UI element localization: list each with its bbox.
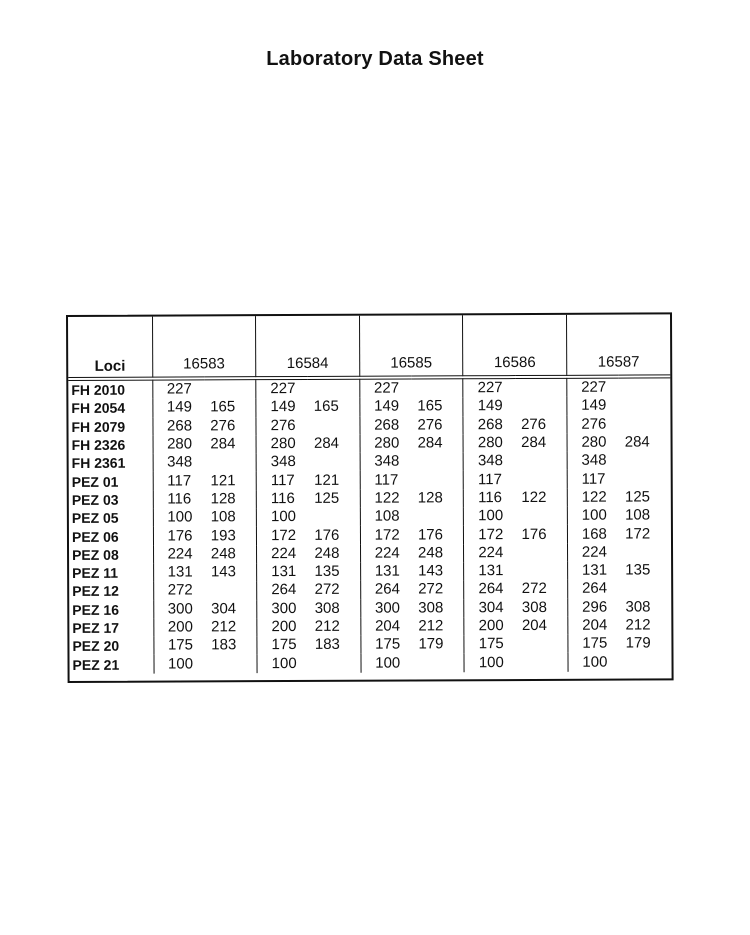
- allele-2-cell: 125: [624, 488, 651, 506]
- allele-2-cell: [619, 452, 671, 471]
- allele-2-cell: [204, 378, 256, 399]
- allele-2-cell: [618, 376, 670, 397]
- locus-label: PEZ 01: [71, 473, 119, 490]
- allele-1-cell: 200: [153, 618, 205, 637]
- allele-1-cell: 348: [360, 453, 412, 472]
- allele-2-cell: [620, 653, 672, 672]
- allele-1-cell: 176: [153, 527, 205, 546]
- allele-1-cell: 348: [153, 454, 205, 473]
- allele-1-cell: 304: [464, 599, 516, 618]
- allele-1-cell: 264: [568, 580, 620, 599]
- allele-1-cell: 117: [256, 471, 308, 490]
- allele-2-cell: 308: [625, 598, 651, 616]
- allele-1-cell: 175: [153, 637, 205, 656]
- allele-1-cell: 175: [464, 635, 516, 654]
- allele-2-cell: 212: [418, 617, 444, 635]
- allele-1-cell: 204: [568, 616, 620, 635]
- allele-1-cell: 131: [360, 562, 412, 581]
- allele-1-cell: 300: [257, 600, 309, 619]
- allele-1-cell: 175: [361, 636, 413, 655]
- allele-2-cell: 212: [625, 616, 651, 634]
- data-table-frame: [66, 312, 674, 683]
- allele-1-cell: 224: [153, 545, 205, 564]
- allele-1-cell: 224: [464, 544, 516, 563]
- allele-2-cell: [308, 453, 360, 472]
- allele-2-cell: [308, 416, 360, 435]
- allele-1-cell: 227: [567, 377, 619, 398]
- allele-2-cell: [516, 562, 568, 581]
- allele-2-cell: [619, 543, 671, 562]
- allele-1-cell: 100: [567, 507, 619, 526]
- allele-1-cell: 200: [257, 618, 309, 637]
- allele-1-cell: 149: [256, 398, 308, 417]
- allele-2-cell: [515, 470, 567, 489]
- allele-1-cell: 268: [463, 416, 515, 435]
- allele-2-cell: 176: [417, 525, 444, 543]
- allele-2-cell: [619, 397, 671, 416]
- allele-1-cell: 100: [257, 654, 309, 673]
- allele-1-cell: 280: [360, 434, 412, 453]
- allele-2-cell: 204: [521, 616, 548, 635]
- allele-1-cell: 131: [464, 562, 516, 581]
- sample-header-2: 16584: [256, 316, 360, 378]
- allele-2-cell: [205, 655, 257, 674]
- allele-2-cell: 183: [211, 636, 237, 654]
- allele-2-cell: [308, 378, 360, 399]
- allele-1-cell: 100: [256, 508, 308, 527]
- allele-2-cell: 128: [210, 490, 236, 508]
- allele-2-cell: 248: [314, 544, 340, 562]
- locus-label: PEZ 17: [72, 619, 120, 636]
- allele-2-cell: [412, 452, 464, 471]
- allele-1-cell: 264: [464, 580, 516, 599]
- allele-1-cell: 172: [464, 525, 516, 544]
- allele-2-cell: [619, 470, 671, 489]
- allele-1-cell: 100: [568, 653, 620, 672]
- allele-1-cell: 168: [567, 525, 619, 544]
- allele-2-cell: 272: [521, 580, 547, 598]
- allele-1-cell: 131: [257, 563, 309, 582]
- allele-1-cell: 227: [152, 378, 204, 399]
- allele-1-cell: 149: [360, 398, 412, 417]
- allele-2-cell: 143: [210, 563, 236, 581]
- genotype-table: [68, 314, 672, 673]
- allele-2-cell: [412, 507, 464, 526]
- allele-2-cell: 172: [625, 524, 651, 543]
- allele-1-cell: 200: [464, 617, 516, 636]
- allele-1-cell: 348: [463, 452, 515, 471]
- allele-1-cell: 264: [360, 581, 412, 600]
- allele-2-cell: [515, 377, 567, 398]
- allele-1-cell: 100: [153, 508, 205, 527]
- allele-1-cell: 131: [153, 563, 205, 582]
- allele-1-cell: 264: [257, 581, 309, 600]
- allele-1-cell: 175: [568, 635, 620, 654]
- allele-2-cell: [515, 507, 567, 526]
- sample-header-4: 16586: [463, 315, 567, 377]
- allele-2-cell: 108: [625, 506, 651, 524]
- allele-2-cell: 284: [417, 434, 443, 452]
- allele-2-cell: [619, 415, 671, 434]
- allele-1-cell: 116: [256, 490, 308, 509]
- allele-1-cell: 149: [152, 399, 204, 418]
- allele-2-cell: 304: [211, 599, 237, 618]
- allele-1-cell: 100: [464, 653, 516, 672]
- loci-header: Loci: [94, 357, 126, 375]
- allele-2-cell: [516, 653, 568, 672]
- allele-2-cell: 143: [418, 562, 444, 580]
- allele-2-cell: 165: [313, 398, 339, 416]
- allele-1-cell: 172: [360, 526, 412, 545]
- allele-1-cell: 268: [152, 417, 204, 436]
- allele-2-cell: 165: [417, 397, 443, 415]
- locus-label: PEZ 20: [72, 638, 120, 655]
- allele-2-cell: 276: [417, 416, 443, 434]
- allele-2-cell: [204, 453, 256, 472]
- allele-1-cell: 175: [257, 636, 309, 655]
- allele-1-cell: 227: [463, 377, 515, 398]
- allele-2-cell: 165: [210, 398, 236, 416]
- allele-1-cell: 227: [359, 377, 411, 398]
- allele-2-cell: 276: [521, 415, 547, 433]
- allele-2-cell: [412, 654, 464, 673]
- allele-1-cell: 280: [153, 435, 205, 454]
- allele-1-cell: 117: [153, 472, 205, 491]
- allele-2-cell: 125: [314, 489, 340, 507]
- allele-2-cell: 108: [210, 508, 236, 526]
- locus-label: PEZ 16: [72, 601, 120, 618]
- locus-label: FH 2079: [71, 418, 126, 435]
- table-row: [68, 376, 670, 399]
- allele-2-cell: [516, 635, 568, 654]
- allele-2-cell: [619, 580, 671, 599]
- locus-label: FH 2326: [71, 436, 126, 454]
- allele-1-cell: 272: [153, 582, 205, 601]
- locus-label: PEZ 06: [71, 528, 119, 545]
- allele-1-cell: 280: [567, 433, 619, 452]
- allele-2-cell: 179: [418, 635, 444, 653]
- allele-2-cell: 272: [418, 580, 444, 598]
- allele-1-cell: 204: [361, 617, 413, 636]
- allele-2-cell: 284: [313, 434, 340, 452]
- allele-1-cell: 122: [567, 488, 619, 507]
- table-body: [68, 376, 671, 673]
- allele-2-cell: 284: [624, 433, 650, 451]
- allele-2-cell: [309, 654, 361, 673]
- allele-2-cell: 183: [314, 636, 340, 654]
- allele-2-cell: 212: [314, 617, 340, 635]
- allele-1-cell: 149: [463, 397, 515, 416]
- allele-1-cell: 300: [153, 600, 205, 619]
- allele-1-cell: 172: [257, 526, 309, 545]
- page-title: Laboratory Data Sheet: [266, 48, 484, 70]
- allele-2-cell: 179: [625, 634, 651, 652]
- allele-2-cell: [412, 471, 464, 490]
- allele-1-cell: 100: [361, 654, 413, 673]
- allele-1-cell: 296: [568, 598, 620, 617]
- allele-1-cell: 276: [567, 415, 619, 434]
- allele-1-cell: 117: [463, 471, 515, 490]
- allele-2-cell: 248: [210, 545, 236, 563]
- locus-label: PEZ 11: [72, 564, 119, 582]
- allele-1-cell: 117: [360, 471, 412, 490]
- allele-2-cell: 122: [521, 488, 547, 506]
- allele-2-cell: 308: [521, 598, 547, 616]
- allele-2-cell: 193: [210, 526, 236, 544]
- allele-1-cell: 108: [360, 508, 412, 527]
- allele-1-cell: 300: [360, 599, 412, 618]
- allele-1-cell: 280: [256, 435, 308, 454]
- allele-1-cell: 117: [567, 470, 619, 489]
- allele-2-cell: 308: [418, 599, 444, 617]
- allele-1-cell: 276: [256, 417, 308, 436]
- allele-1-cell: 224: [257, 545, 309, 564]
- allele-2-cell: 248: [417, 544, 444, 562]
- locus-label: FH 2361: [71, 455, 126, 472]
- allele-2-cell: [411, 377, 463, 398]
- allele-2-cell: 284: [210, 435, 236, 453]
- allele-2-cell: [308, 508, 360, 527]
- sample-header-5: 16587: [566, 314, 670, 376]
- sample-header-1: 16583: [152, 316, 256, 378]
- locus-label: FH 2010: [71, 381, 126, 399]
- allele-2-cell: 308: [314, 599, 340, 617]
- allele-2-cell: [515, 397, 567, 416]
- allele-2-cell: 276: [210, 416, 236, 435]
- table-row: [69, 653, 671, 674]
- sample-header-3: 16585: [359, 315, 463, 377]
- allele-2-cell: 135: [314, 562, 340, 581]
- locus-label: PEZ 08: [72, 546, 119, 563]
- allele-1-cell: 227: [256, 378, 308, 399]
- allele-1-cell: 131: [567, 562, 619, 581]
- allele-2-cell: [205, 581, 257, 600]
- allele-1-cell: 122: [360, 489, 412, 508]
- allele-1-cell: 100: [153, 655, 205, 674]
- allele-2-cell: 121: [210, 471, 236, 489]
- allele-2-cell: 272: [314, 581, 340, 599]
- locus-label: PEZ 03: [71, 491, 119, 508]
- allele-1-cell: 348: [256, 453, 308, 472]
- table-header: [68, 314, 670, 379]
- allele-2-cell: 128: [417, 489, 443, 507]
- allele-2-cell: [516, 543, 568, 562]
- allele-2-cell: 121: [314, 471, 340, 489]
- allele-1-cell: 348: [567, 452, 619, 471]
- allele-2-cell: 176: [521, 525, 547, 543]
- locus-label: PEZ 05: [71, 509, 119, 527]
- allele-1-cell: 116: [464, 489, 516, 508]
- allele-2-cell: [515, 452, 567, 471]
- locus-label: PEZ 12: [72, 583, 119, 600]
- allele-1-cell: 149: [567, 397, 619, 416]
- allele-1-cell: 280: [463, 434, 515, 453]
- allele-2-cell: 212: [211, 618, 237, 636]
- allele-1-cell: 224: [567, 543, 619, 562]
- allele-1-cell: 116: [153, 490, 205, 509]
- allele-1-cell: 224: [360, 544, 412, 563]
- allele-2-cell: 135: [625, 561, 651, 579]
- locus-label: FH 2054: [71, 400, 126, 417]
- allele-1-cell: 268: [360, 416, 412, 435]
- allele-1-cell: 100: [464, 507, 516, 526]
- allele-2-cell: 176: [314, 526, 340, 544]
- locus-label: PEZ 21: [72, 656, 120, 673]
- allele-2-cell: 284: [521, 433, 547, 452]
